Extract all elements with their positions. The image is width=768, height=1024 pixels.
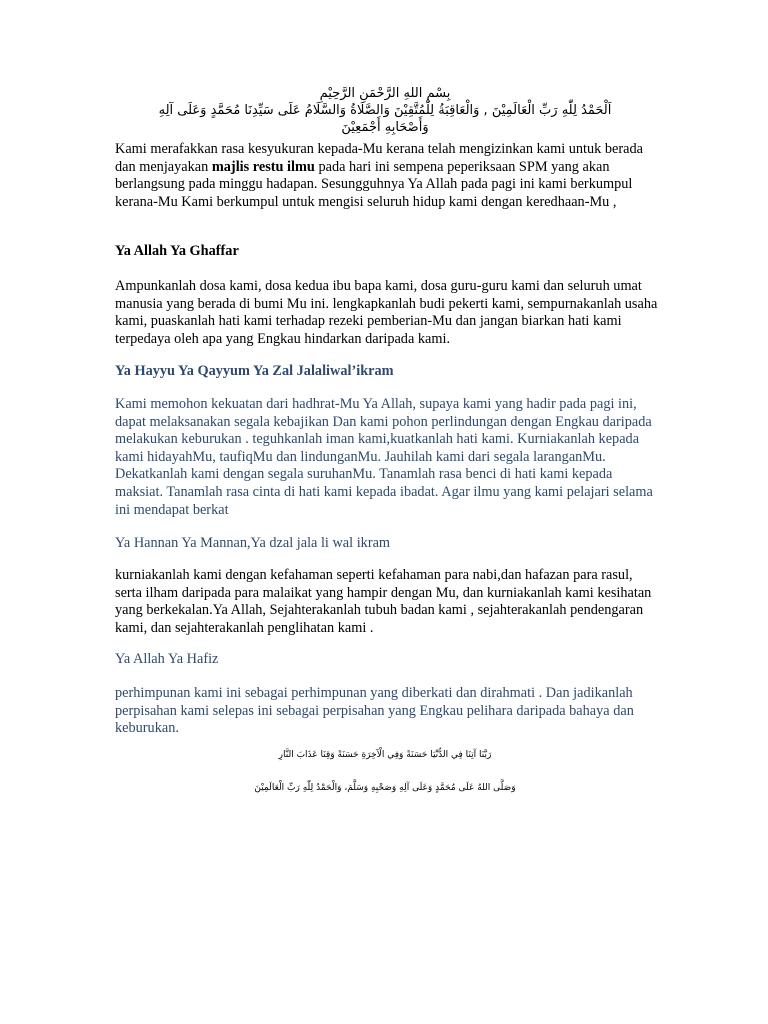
heading-ghaffar: Ya Allah Ya Ghaffar: [115, 243, 239, 259]
hamd-line-2: وَأَصْحَابِهِ أَجْمَعِيْنَ: [341, 120, 429, 135]
paragraph-opening-bold: majlis restu ilmu: [211, 158, 315, 175]
hamd-line-1: اَلْحَمْدُ لِلّٰهِ رَبِّ الْعَالَمِيْنَ , وَالْعَاقِبَةُ لِلْمُتَّقِيْنَ وَالصَّلَاةُ وَالسَّلَامُ عَلَى سَيِّدِنَا مُحَمَّدٍ وَعَلَى آلِهِ: [158, 103, 612, 118]
basmalah-text: بِسْمِ اللهِ الرَّحْمَنِ الرَّحِيْمِ: [319, 86, 451, 101]
heading-hayyu-qayyum: Ya Hayyu Ya Qayyum Ya Zal Jalaliwal’ikram: [115, 363, 394, 379]
closing-dua-1: رَبَّنَا آتِنَا فِي الدُّنْيَا حَسَنَةً وَفِي الْآخِرَةِ حَسَنَةً وَقِنَا عَذَابَ النَّارِ: [278, 750, 492, 760]
paragraph-opening-part1: Kami merafakkan rasa kesyukuran kepada-Mu kerana telah mengizinkan kami untuk berada dan menjayakan: [115, 141, 643, 175]
paragraph-ampunkanlah: Ampunkanlah dosa kami, dosa kedua ibu bapa kami, dosa guru-guru kami dan seluruh umat manusia yang berada di bumi Mu ini. lengkapkanlah budi pekerti kami, sempurnakanlah usaha kami, puaskanlah hati kami terhadap rezeki pemberian-Mu dan jangan biarkan hati kami terpedaya oleh apa yang Engkau hindarkan daripada kami.: [115, 278, 658, 347]
paragraph-kurniakanlah: kurniakanlah kami dengan kefahaman seperti kefahaman para nabi,dan hafazan para rasul, serta ilham daripada para malaikat yang hampir dengan Mu, dan kurniakanlah kami kesihatan yang berkekalan.Ya Allah, Sejahterakanlah tubuh badan kami , sejahterakanlah pendengaran kami, dan sejahterakanlah penglihatan kami .: [115, 567, 652, 636]
paragraph-memohon-kekuatan: Kami memohon kekuatan dari hadhrat-Mu Ya Allah, supaya kami yang hadir pada pagi ini, dapat melaksanakan segala kebajikan Dan kami pohon perlindungan dengan Engkau daripada melakukan keburukan . teguhkanlah iman kami,kuatkanlah hati kami. Kurniakanlah kepada kami hidayahMu, taufiqMu dan lindunganMu. Jauhilah kami dari segala laranganMu. Dekatkanlah kami dengan segala suruhanMu. Tanamlah rasa benci di hati kami kepada maksiat. Tanamlah rasa cinta di hati kami kepada ibadat. Agar ilmu yang kami pelajari selama ini mendapat berkat: [115, 396, 653, 518]
heading-hafiz: Ya Allah Ya Hafiz: [115, 651, 219, 667]
paragraph-perhimpunan: perhimpunan kami ini sebagai perhimpunan yang diberkati dan dirahmati . Dan jadikanlah perpisahan kami selepas ini sebagai perpisahan yang Engkau pelihara daripada bahaya dan keburukan.: [115, 685, 634, 737]
closing-dua-2: وَصَلَّى اللهُ عَلَى مُحَمَّدٍ وَعَلَى آلِهِ وَصَحْبِهِ وَسَلَّمَ، وَالْحَمْدُ لِلّٰهِ رَبِّ الْعَالَمِيْنَ: [254, 783, 516, 793]
paragraph-opening-part2: pada hari ini sempena peperiksaan SPM yang akan berlangsung pada minggu hadapan. Sesungguhnya Ya Allah pada pagi ini kami berkumpul kerana-Mu Kami berkumpul untuk mengisi seluruh hidup kami dengan keredhaan-Mu ,: [115, 158, 633, 210]
heading-hannan-mannan: Ya Hannan Ya Mannan,Ya dzal jala li wal ikram: [115, 535, 391, 551]
paragraph-opening: [115, 141, 660, 211]
